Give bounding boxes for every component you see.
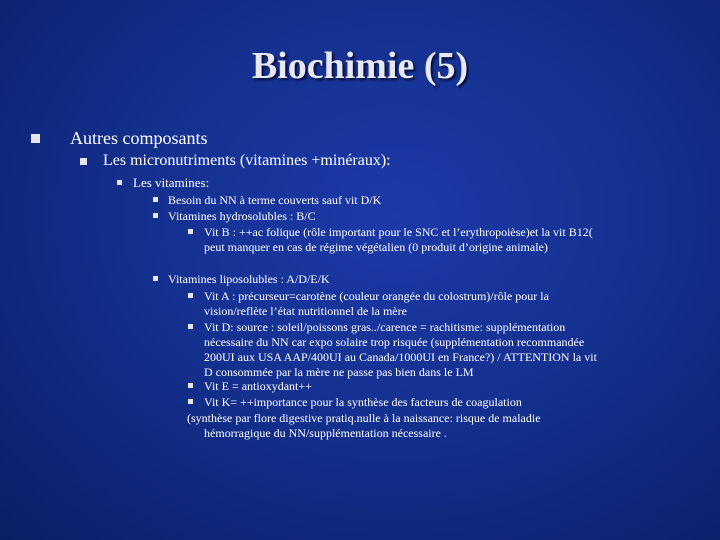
list-item-continuation: (synthèse par flore digestive pratiq.nulle à la naissance: risque de maladie [187,411,541,425]
list-item-continuation: vision/reflète l’état nutritionnel de la mère [204,304,407,318]
list-item-continuation: peut manquer en cas de régime végétalien (0 produit d’origine animale) [204,240,548,254]
bullet-square-icon [153,197,158,202]
list-item-continuation: nécessaire du NN car expo solaire trop risquée (supplémentation recommandée [204,335,585,349]
bullet-square-icon [188,229,193,234]
list-item: Vit D: source : soleil/poissons gras../carence = rachitisme: supplémentation [204,320,566,334]
bullet-square-icon [80,158,87,165]
bullet-square-icon [188,399,193,404]
bullet-square-icon [188,293,193,298]
list-item-continuation: D consommée par la mère ne passe pas bien dans le LM [204,365,474,379]
bullet-square-icon [188,324,193,329]
list-item-continuation: hémorragique du NN/supplémentation nécessaire . [204,426,447,440]
list-item: Vitamines hydrosolubles : B/C [168,209,316,223]
bullet-square-icon [188,383,193,388]
level3-heading: Les vitamines: [133,175,210,190]
list-item: Vit K= ++importance pour la synthèse des facteurs de coagulation [204,395,522,409]
list-item: Vitamines liposolubles : A/D/E/K [168,272,330,286]
page-title: Biochimie (5) [251,45,469,87]
list-item-continuation: 200UI aux USA AAP/400UI au Canada/1000UI en France?) / ATTENTION la vit [204,350,597,364]
list-item: Vit E = antioxydant++ [204,379,312,393]
level2-heading: Les micronutriments (vitamines +minéraux): [103,152,391,169]
list-item: Vit B : ++ac folique (rôle important pour le SNC et l’erythropoièse)et la vit B12( [204,225,593,239]
bullet-square-icon [153,276,158,281]
level1-heading: Autres composants [70,128,208,148]
bullet-square-icon [117,180,122,185]
list-item: Vit A : précurseur=carotène (couleur orangée du colostrum)/rôle pour la [204,289,549,303]
list-item: Besoin du NN à terme couverts sauf vit D/K [168,193,382,207]
bullet-square-icon [153,213,158,218]
bullet-square-icon [31,134,40,143]
